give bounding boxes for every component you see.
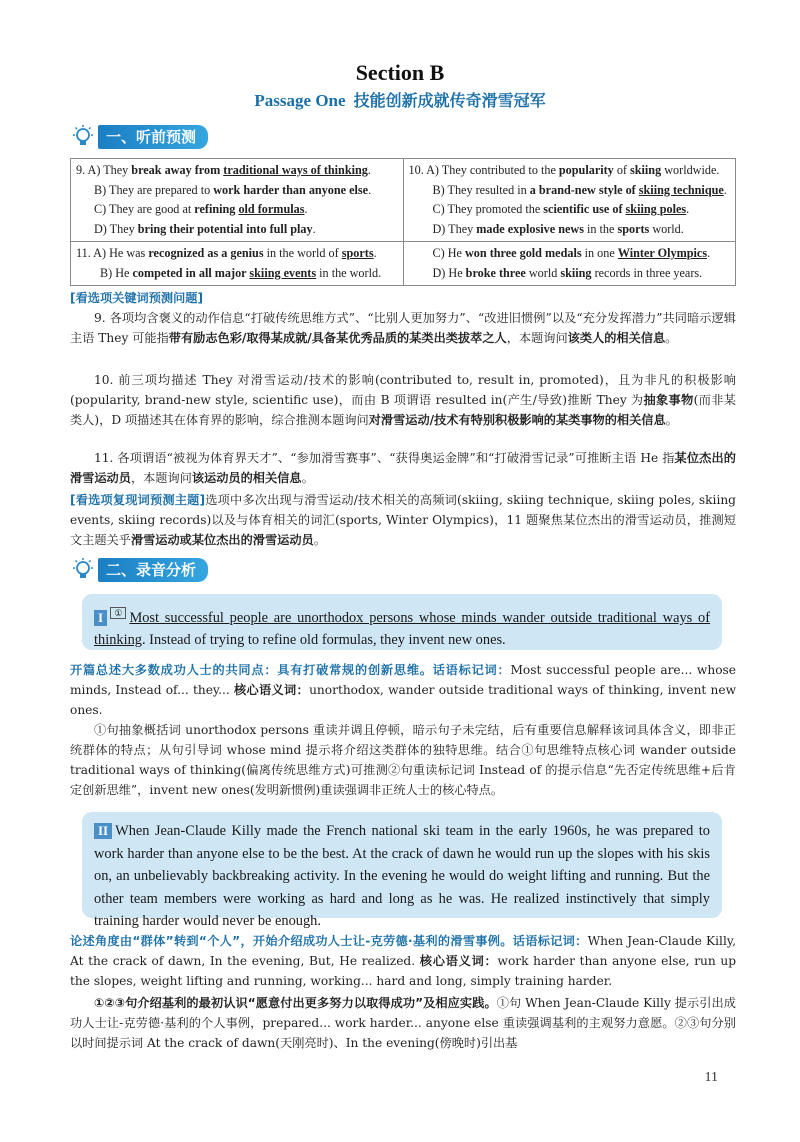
q9-option-b: B) They are prepared to work harder than anyone else. [94,182,372,197]
q9-option-a: 9. A) They break away from traditional ways of thinking. [76,163,371,177]
heading-recording-analysis [70,557,208,583]
passage-title [0,88,800,111]
q11-option-b: B) He competed in all major skiing events in the world. [100,265,382,280]
page-number: 11 [704,1070,718,1085]
q11-option-d: D) He broke three world skiing records in three years. [432,265,703,280]
paragraph-marker: II [94,823,112,839]
analysis-theme: [看选项复现词预测主题]选项中多次出现与滑雪运动/技术相关的高频词(skiing, skiing technique, skiing poles, skiing events, skiing records)以及与体育相关的词汇(sports, Winter Olympics)，11 题聚焦某位杰出的滑雪运动员，推测短文主题关乎滑雪运动或某位杰出的滑雪运动员。 [70,493,736,547]
analysis-q10: 10. 前三项均描述 They 对滑雪运动/技术的影响(contributed to, result in, promoted)，且为非凡的积极影响(popularity, brand-new style, scientific use)，而由 B 项谓语 resulted in(产生/导致)推断 They 为抽象事物(而非某类人)，D 项描述其在体育界的影响，综合推测本题询问对滑雪运动/技术有特别积极影响的某类事物的相关信息。 [70,373,736,427]
table-row [71,242,736,286]
section-title: Section B [355,60,445,85]
note-1-body: ①句抽象概括词 unorthodox persons 重读并调且停顿，暗示句子未完结，后有重要信息解释该词具体含义，即非正统群体的特点；从句引导词 whose mind 提示将介绍这类群体的独特思维。结合①句思维特点核心词 wander outside traditional ways of thinking(偏离传统思维方式)可推测②句重读标记词 Instead of 的提示信息“先否定传统思维+后肯定创新思维”，invent new ones(发明新惯例)重读强调非正统人士的核心特点。 [70,723,736,797]
q9-option-c: C) They are good at refining old formulas. [94,202,308,216]
q10-option-c: C) They promoted the scientific use of skiing poles. [432,202,690,216]
analysis-q11: 11. 各项谓语“被视为体育界天才”、“参加滑雪赛事”、“获得奥运金牌”和“打破滑雪记录”可推断主语 He 指某位杰出的滑雪运动员，本题询问该运动员的相关信息。 [70,451,736,485]
passage-topic: 技能创新成就传奇滑雪冠军 [353,91,546,110]
note-1-summary: 开篇总述大多数成功人士的共同点：具有打破常规的创新思维。话语标记词：Most successful people are... whose minds, Instead of... they... 核心语义词：unorthodox, wander outside traditional ways of thinking, invent new ones. [70,663,737,717]
passage-number: Passage One [254,91,346,110]
q11-options-left [71,242,404,286]
q10-option-b: B) They resulted in a brand-new style of skiing technique. [432,182,727,197]
lightbulb-icon [70,124,96,150]
transcript-box-2: II When Jean-Claude Killy made the French national ski team in the early 1960s, he was prepared to work harder than anyone else to be the best. At the crack of dawn he would run up the slopes with his skis on, an unbelievably backbreaking activity. In the evening he would do weight lifting and running. But the other team members were working as hard and long as he was. He realized instinctively that simply training harder would never be enough. [82,812,722,918]
q11-option-c: C) He won three gold medals in one Winter Olympics. [432,246,711,260]
analysis-tag-keywords: [看选项关键词预测问题] [70,291,204,305]
table-row [71,159,736,242]
q10-option-a: 10. A) They contributed to the popularity of skiing worldwide. [408,163,720,177]
analysis-q9: 9. 各项均含褒义的动作信息“打破传统思维方式”、“比别人更加努力”、“改进旧惯例”以及“充分发挥潜力”共同暗示逻辑主语 They 可能指带有励志色彩/取得某成就/具备某优秀品质的某类出类拔萃之人，本题询问该类人的相关信息。 [70,311,736,345]
q10-option-d: D) They made explosive news in the sports world. [432,221,684,236]
sentence-number: ① [112,608,125,618]
lightbulb-icon [70,557,96,583]
paragraph-marker: I [94,610,107,626]
heading-label: 一、听前预测 [98,125,208,149]
q11-options-right [403,242,736,286]
q9-option-d: D) They bring their potential into full play. [94,221,316,236]
q10-options [403,159,736,242]
heading-prelisten [70,124,208,150]
transcript-box-1: I ① Most successful people are unorthodox persons whose minds wander outside traditional ways of thinking. Instead of trying to refine old formulas, they invent new ones. [82,594,722,650]
note-2-summary: 论述角度由“群体”转到“个人”，开始介绍成功人士让-克劳德·基利的滑雪事例。话语标记词：When Jean-Claude Killy, At the crack of dawn, In the evening, But, He realized. 核心语义词：work harder than anyone else, run up the slopes, weight lifting and running, working... hard and long, simply training harder. [70,934,737,988]
q11-option-a: 11. A) He was recognized as a genius in the world of sports. [76,246,377,260]
options-table [70,158,736,286]
note-3: ①②③句介绍基利的最初认识“愿意付出更多努力以取得成功”及相应实践。①句 When Jean-Claude Killy 提示引出成功人士让-克劳德·基利的个人事例，prepared... work harder... anyone else 重读强调基利的主观努力意愿。②③句分别以时间提示词 At the crack of dawn(天刚亮时)、In the evening(傍晚时)引出基 [70,996,736,1050]
heading-label: 二、录音分析 [98,558,208,582]
q9-options [71,159,404,242]
